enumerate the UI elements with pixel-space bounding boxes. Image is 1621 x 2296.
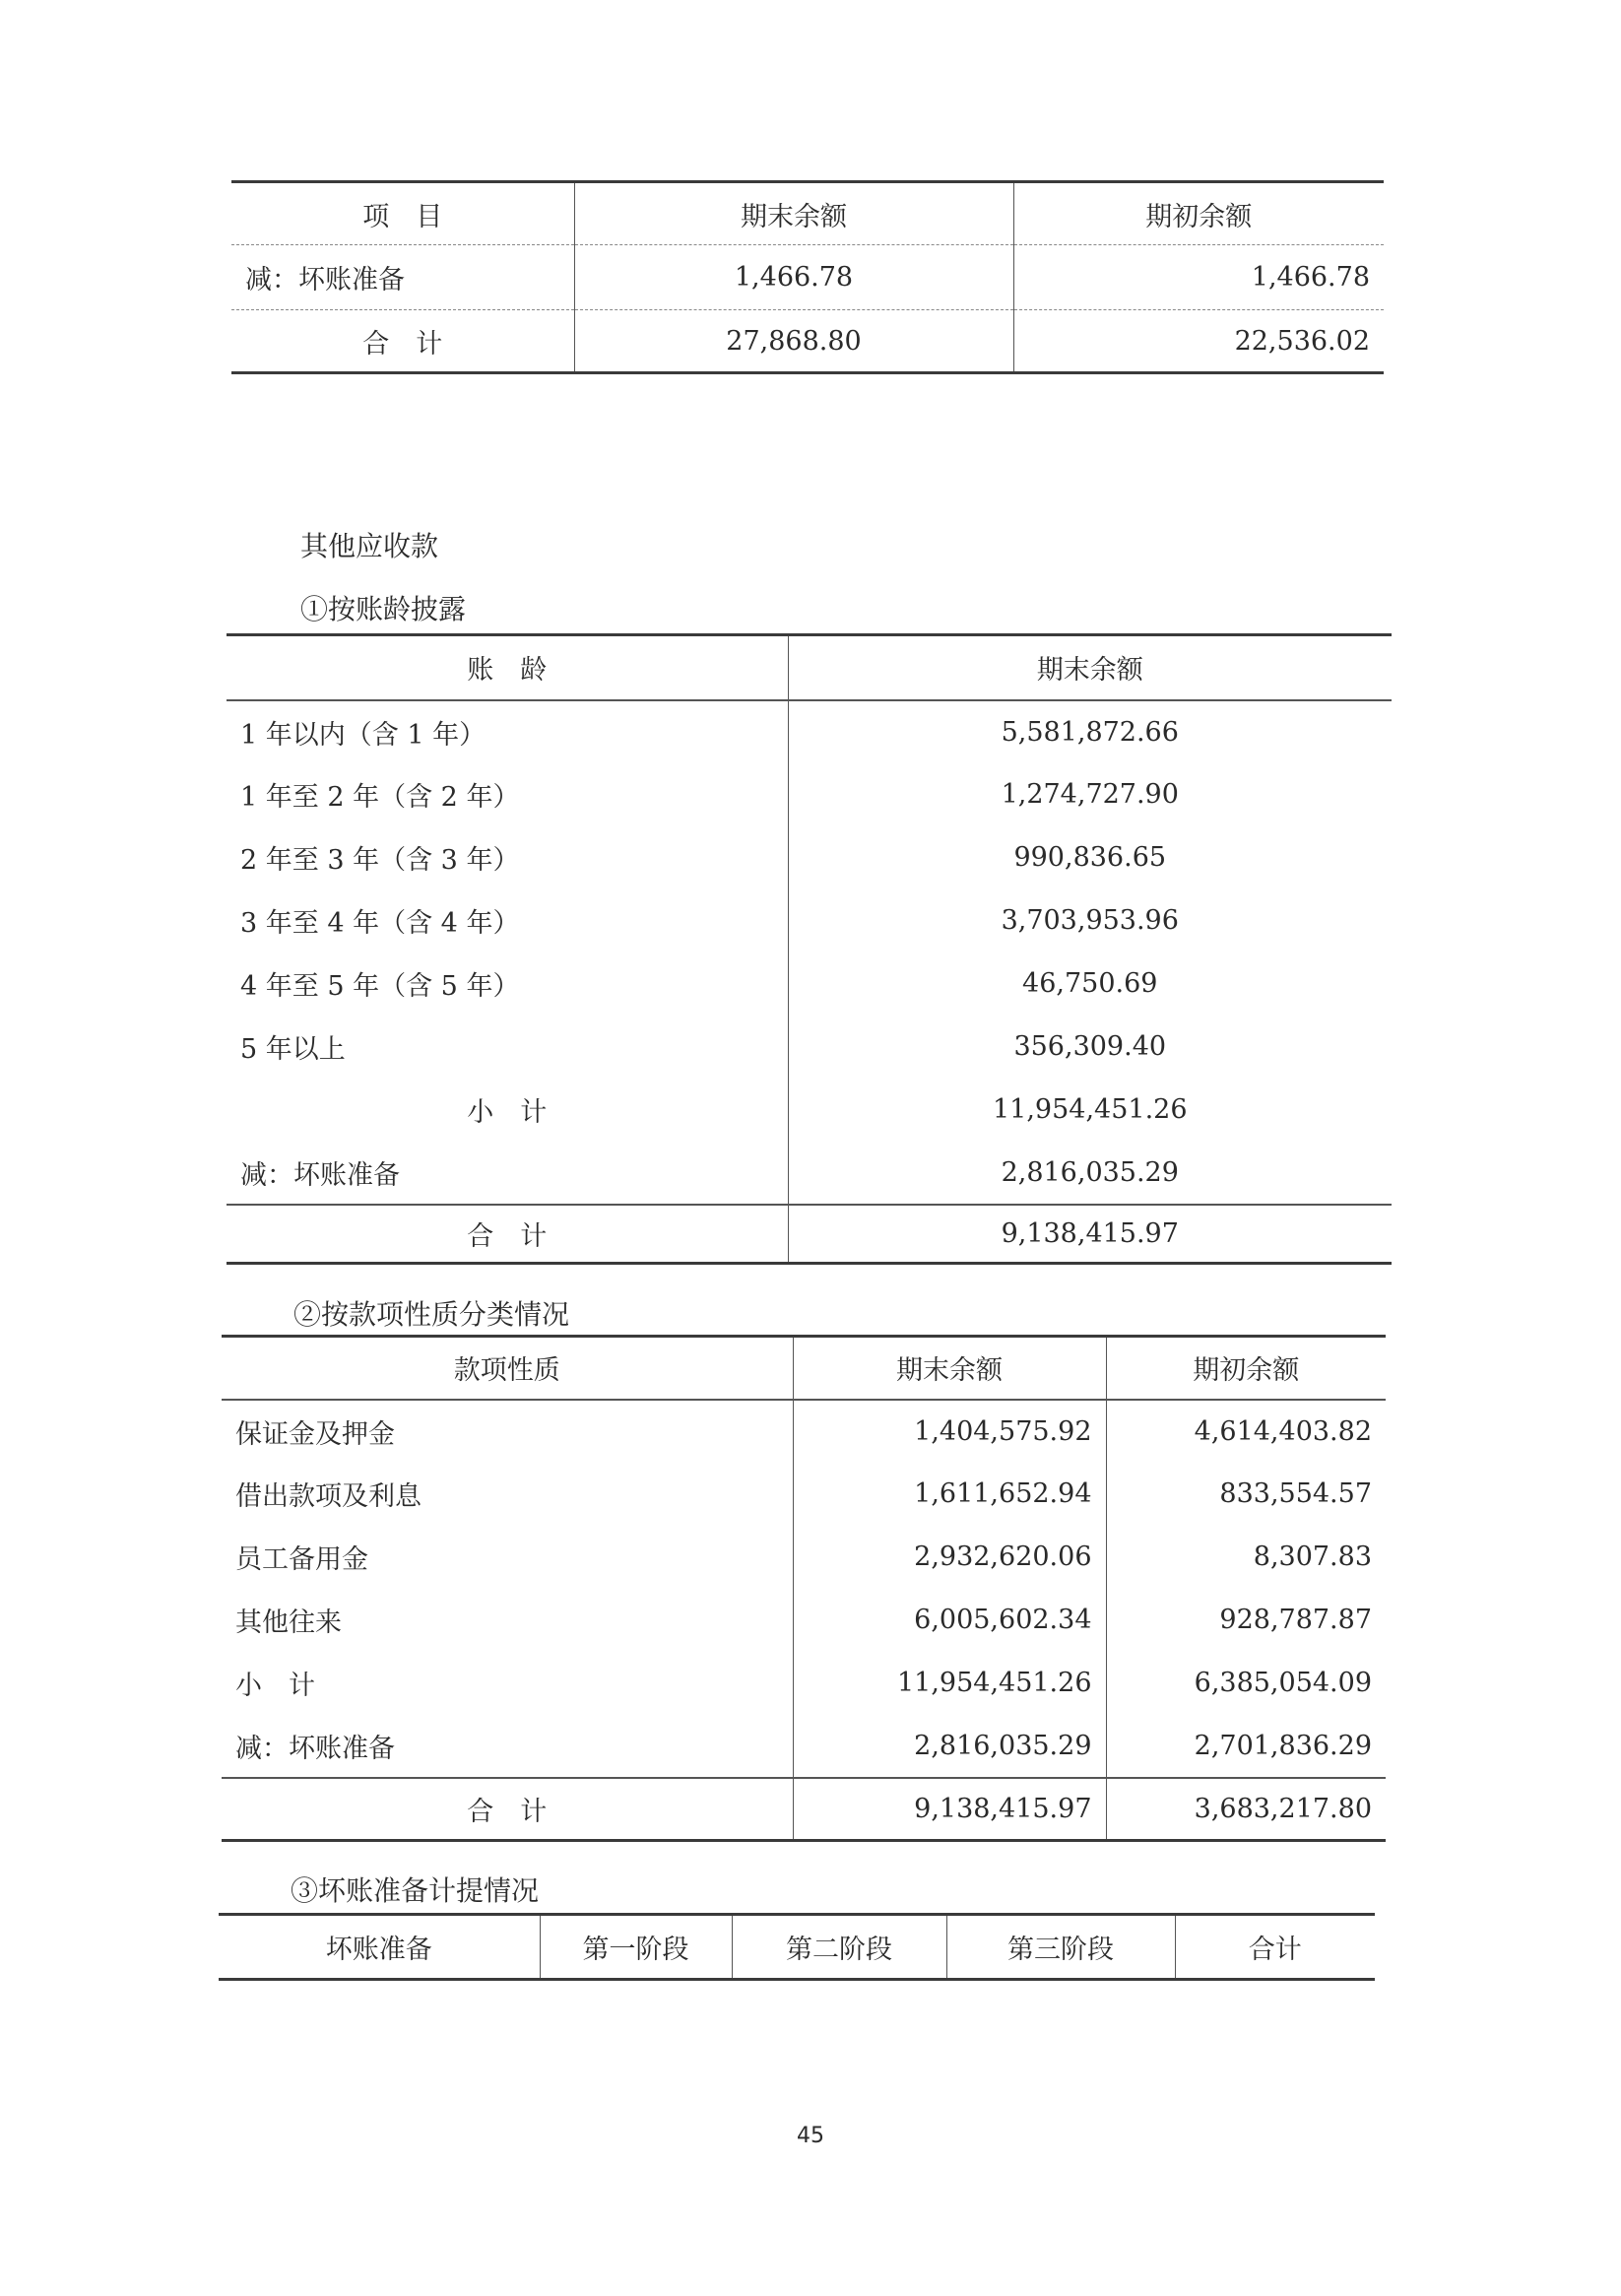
row-value: 46,750.69 [1022,968,1158,999]
row-label: 其他往来 [222,1589,793,1652]
subtotal-ending-value: 11,954,451.26 [793,1652,1106,1715]
row-opening-value: 928,787.87 [1219,1605,1372,1635]
table-subtotal-row [222,1652,1386,1715]
col-header-stage-1: 第一阶段 [540,1915,732,1980]
subtotal-label: 小 计 [222,1652,793,1715]
row-label: 4 年至 5 年（含 5 年） [227,952,788,1016]
row-label: 2 年至 3 年（含 3 年） [227,826,788,889]
col-header-item: 项 目 [231,182,574,245]
total-opening-value: 3,683,217.80 [1194,1793,1372,1824]
subsection-title-provision: ③坏账准备计提情况 [291,1874,540,1907]
less-opening-value: 2,701,836.29 [1194,1730,1372,1761]
table-row [227,763,1392,826]
table-row [222,1526,1386,1589]
total-label: 合 计 [227,1205,788,1264]
subtotal-value: 11,954,451.26 [992,1094,1188,1125]
col-header-ending-balance: 期末余额 [1036,655,1143,687]
less-label: 减：坏账准备 [222,1715,793,1778]
col-header-opening-balance: 期初余额 [1145,201,1253,232]
table-aging [227,633,1392,1265]
table-header-row [219,1915,1375,1980]
table-row [231,245,1384,310]
table-subtotal-row [227,1079,1392,1142]
table-by-nature [222,1335,1386,1842]
row-label: 5 年以上 [227,1016,788,1079]
subsection-title-nature: ②按款项性质分类情况 [293,1298,570,1331]
less-label: 减：坏账准备 [227,1142,788,1205]
row-value: 356,309.40 [1013,1031,1167,1062]
col-header-ending-balance: 期末余额 [793,1337,1106,1400]
page-number: 45 [797,2124,824,2148]
total-ending-value: 27,868.80 [574,310,1013,373]
table-bad-debt-summary [231,180,1384,374]
subtotal-label: 小 计 [227,1079,788,1142]
row-opening-value: 1,466.78 [1251,262,1370,293]
col-header-bad-debt: 坏账准备 [219,1915,540,1980]
col-header-stage-3: 第三阶段 [946,1915,1175,1980]
row-opening-value: 4,614,403.82 [1194,1415,1372,1447]
section-title: 其他应收款 [300,530,439,562]
table-header-row [227,635,1392,700]
row-label: 1 年以内（含 1 年） [227,700,788,763]
total-value: 9,138,415.97 [1001,1217,1179,1249]
table-total-row [222,1778,1386,1841]
row-opening-value: 8,307.83 [1253,1542,1372,1572]
col-header-total: 合计 [1248,1935,1302,1965]
subtotal-opening-value: 6,385,054.09 [1194,1668,1372,1698]
row-ending-value: 6,005,602.34 [793,1589,1106,1652]
row-value: 990,836.65 [1013,842,1167,873]
row-value: 5,581,872.66 [1001,716,1179,748]
table-row [227,826,1392,889]
row-value: 1,274,727.90 [1001,779,1179,810]
row-ending-value: 1,611,652.94 [793,1463,1106,1526]
col-header-opening-balance: 期初余额 [1193,1355,1300,1387]
less-value: 2,816,035.29 [1001,1156,1179,1188]
table-row [227,952,1392,1016]
row-ending-value: 2,932,620.06 [793,1526,1106,1589]
row-label: 保证金及押金 [222,1400,793,1463]
row-ending-value: 1,404,575.92 [793,1400,1106,1463]
row-opening-value: 833,554.57 [1219,1478,1372,1509]
total-label: 合 计 [222,1778,793,1841]
col-header-aging: 账 龄 [227,635,788,700]
table-less-row [227,1142,1392,1205]
less-ending-value: 2,816,035.29 [793,1715,1106,1778]
table-row [227,1016,1392,1079]
total-ending-value: 9,138,415.97 [793,1778,1106,1841]
table-row [227,700,1392,763]
row-ending-value: 1,466.78 [574,245,1013,310]
table-row [222,1589,1386,1652]
table-row [222,1463,1386,1526]
row-label: 减：坏账准备 [231,245,574,310]
table-total-row [231,310,1384,373]
table-less-row [222,1715,1386,1778]
row-label: 员工备用金 [222,1526,793,1589]
total-opening-value: 22,536.02 [1234,325,1370,357]
subsection-title-aging: ①按账龄披露 [300,593,467,625]
table-total-row [227,1205,1392,1264]
row-label: 1 年至 2 年（含 2 年） [227,763,788,826]
total-label: 合 计 [231,310,574,373]
table-header-row [231,182,1384,245]
table-provision [219,1913,1375,1981]
row-value: 3,703,953.96 [1001,905,1179,936]
col-header-stage-2: 第二阶段 [732,1915,946,1980]
table-row [222,1400,1386,1463]
col-header-ending-balance: 期末余额 [574,182,1013,245]
row-label: 3 年至 4 年（含 4 年） [227,889,788,952]
col-header-nature: 款项性质 [222,1337,793,1400]
table-header-row [222,1337,1386,1400]
table-row [227,889,1392,952]
row-label: 借出款项及利息 [222,1463,793,1526]
